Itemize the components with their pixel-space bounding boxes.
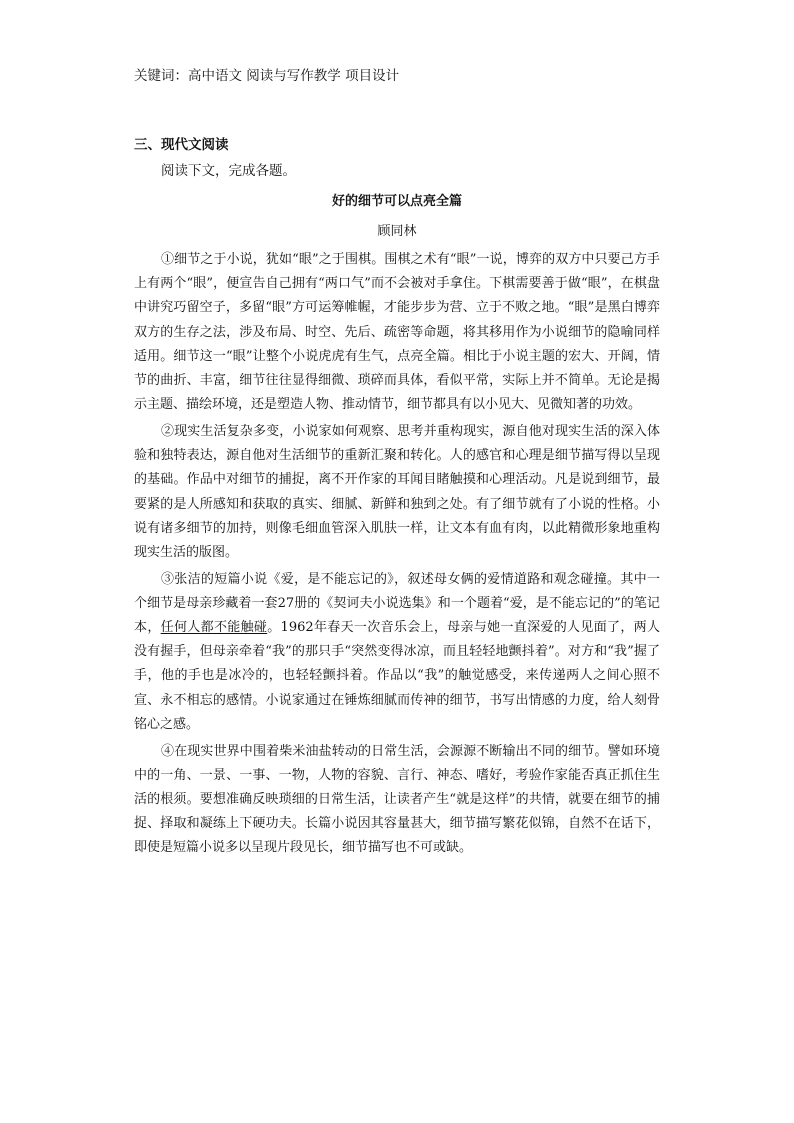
article-title: 好的细节可以点亮全篇 xyxy=(331,194,462,209)
paragraph-1: ①细节之于小说，犹如“眼”之于围棋。围棋之术有“眼”一说，博弈的双方中只要己方手上有两个“眼”，便宣告自己拥有“两口气”而不会被对手拿住。下棋需要善于做“眼”，在棋盘中讲究巧留空子，多留“眼”方可运筹帷幄，才能步步为营、立于不败之地。“眼”是黑白博弈双方的生存之法，涉及布局、时空、先后、疏密等命题，将其移用作为小说细节的隐喻同样适用。细节这一“眼”让整个小说虎虎有生气，点亮全篇。相比于小说主题的宏大、开阔，情节的曲折、丰富，细节往往显得细微、琐碎而具体，看似平常，实际上并不简单。无论是揭示主题、描绘环境，还是塑造人物、推动情节，细节都具有以小见大、见微知著的功效。 xyxy=(134,252,660,413)
article-author: 顾同林 xyxy=(377,224,417,239)
section-heading: 三、现代文阅读 xyxy=(134,137,229,153)
paragraph-4: ④在现实世界中围着柴米油盐转动的日常生活，会源源不断输出不同的细节。譬如环境中的一角、一景、一事、一物，人物的容貌、言行、神态、嗜好，考验作家能否真正抓住生活的根须。要想准确反映琐细的日常生活，让读者产生“就是这样”的共情，就要在细节的捕捉、择取和凝练上下硬功夫。长篇小说因其容量甚大，细节描写繁花似锦，自然不在话下，即使是短篇小说多以呈现片段见长，细节描写也不可或缺。 xyxy=(134,743,660,856)
paragraph-3 xyxy=(134,568,660,737)
keywords-line: 关键词：高中语文 阅读与写作教学 项目设计 xyxy=(134,68,400,84)
underlined-phrase: 任何人都不能触碰 xyxy=(160,620,268,636)
instruction-text: 阅读下文，完成各题。 xyxy=(161,163,296,179)
article-body xyxy=(134,248,660,863)
paragraph-3-part-2: 。1962年春天一次音乐会上，母亲与她一直深爱的人见面了，两人没有握手，但母亲牵着“我”的那只手“突然变得冰凉，而且轻轻地颤抖着”。对方和“我”握了手，他的手也是冰冷的，也轻轻颤抖着。作品以“我”的触觉感受，来传递两人之间心照不宣、永不相忘的感情。小说家通过在锤炼细腻而传神的细节，书写出情感的力度，给人刻骨铭心之感。 xyxy=(134,620,660,732)
paragraph-3-part-1: ③张洁的短篇小说《爱，是不能忘记的》，叙述母女俩的爱情道路和观念碰撞。其中一个细节是母亲珍藏着一套27册的《契诃夫小说选集》和一个题着“爱，是不能忘记的”的笔记本， xyxy=(134,571,660,636)
paragraph-2: ②现实生活复杂多变，小说家如何观察、思考并重构现实，源自他对现实生活的深入体验和独特表达，源自他对生活细节的重新汇聚和转化。人的感官和心理是细节描写得以呈现的基础。作品中对细节的捕捉，离不开作家的耳闻目睹触摸和心理活动。凡是说到细节，最要紧的是人所感知和获取的真实、细腻、新鲜和独到之处。有了细节就有了小说的性格。小说有诸多细节的加持，则像毛细血管深入肌肤一样，让文本有血有肉，以此精微形象地重构现实生活的版图。 xyxy=(134,423,660,560)
